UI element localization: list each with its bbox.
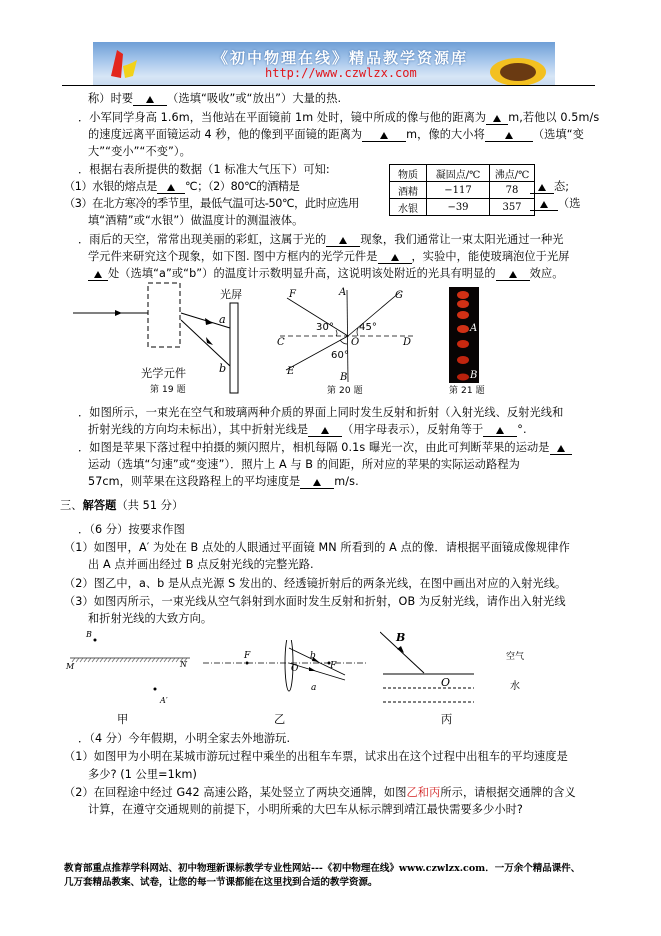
text: 称）时要 [88,92,134,105]
text: 现象，我们通常让一束太阳光通过一种光 [360,233,564,246]
label-air: 空气 [506,652,525,662]
arrow-icon [115,310,122,316]
text: ，实验中，能使玻璃泡位于光屏 [411,250,570,263]
answer-blank[interactable] [362,129,406,142]
table-header-row [390,165,535,182]
falling-apple-frames [449,287,479,383]
text-line: 填“酒精”或“水银”）做温度计的测温液体。 [88,214,304,227]
banner-url[interactable]: http://www.czwlzx.com [265,66,417,80]
footer-line: 教育部重点推荐学科网站、初中物理新课标教学专业性网站---《初中物理在线》www.czwlzx.com．一万余个精品课件、 [64,863,581,874]
arrow-icon [309,667,316,671]
text: m/s. [334,475,359,488]
text: m,若他以 0.5m/s [508,111,600,124]
banner-title: 《初中物理在线》精品教学资源库 [213,49,469,67]
question-drawing: ．（6 分）按要求作图 [78,523,185,536]
screen-label: 光屏 [220,288,243,301]
label-a: a [311,683,317,693]
section-title: 解答题 [82,499,117,512]
text-line [88,474,359,489]
text: （用字母表示），反射角等于 [342,423,484,436]
text-line: （3）如图丙所示，一束光线从空气斜射到水面时发生反射和折射，OB 为反射光线，请作出入射光线 [64,595,566,608]
section-score: （共 51 分） [116,499,184,512]
answer-blank[interactable] [485,129,533,142]
answer-blank[interactable] [486,112,508,125]
label-g: G [395,290,404,301]
text-line [88,422,527,437]
label-n: N [180,660,188,669]
table-header: 凝固点/℃ [427,165,490,182]
focus-left [246,662,249,665]
text: ℃；（2）80℃的酒精是 [185,180,300,193]
blank-marker-icon [391,254,399,261]
question-rainbow: ．雨后的天空，常常出现美丽的彩虹，这属于光的 现象，我们通常让一束太阳光通过一种光 [78,233,564,246]
highlighted-text: 乙和丙 [406,786,441,799]
label-b: b [310,651,316,661]
text-line: 计算，在遵守交通规则的前提下，小明所乘的大巴车从标示牌到靖江最快需要多少小时? [88,803,523,816]
blank-marker-icon [509,271,517,278]
angle-60: 60° [331,350,350,361]
table-cell: −117 [427,182,490,199]
section-heading [60,498,183,513]
label-a-prime: A′ [160,696,168,705]
text: 小军同学身高 1.6m，当他站在平面镜前 1m 处时，镜中所成的像与他的距离为 [89,111,487,124]
table-cell: 酒精 [390,182,427,199]
label-m: M [66,662,75,671]
label-a: a [219,313,226,326]
mirror-hatching [72,658,187,662]
table-cell: 78 [490,182,535,199]
table-header: 沸点/℃ [490,165,535,182]
text: 处（选填“a”或“b”）的温度计示数明显升高，这说明该处附近的光具有明显的 [108,267,496,280]
angle-arc [357,328,358,336]
optical-element-box [148,283,180,347]
arrow-icon [397,646,404,653]
blank-marker-icon [496,427,504,434]
table-header: 物质 [390,165,427,182]
question-apple: ．如图是苹果下落过程中拍摄的频闪照片，相机每隔 0.1s 曝光一次，由此可判断苹果的运动是 [78,440,572,455]
blank-marker-icon [339,237,347,244]
question-refraction: ．如图所示，一束光在空气和玻璃两种介质的界面上同时发生反射和折射（入射光线、反射光线和 [78,406,564,419]
label-b: B [396,631,406,644]
answer-blank[interactable] [308,424,342,437]
angle-45: 45° [359,322,378,333]
text: 的速度远离平面镜运动 4 秒，他的像到平面镜的距离为 [88,128,363,141]
arrow-icon [205,318,213,325]
text-line [88,249,570,264]
question-mirror: ．小军同学身高 1.6m，当他站在平面镜前 1m 处时，镜中所成的像与他的距离为 m,若他以 0.5m/s [78,111,600,124]
answer-blank[interactable] [300,476,334,489]
blank-marker-icon [321,427,329,434]
text: 雨后的天空，常常出现美丽的彩虹，这属于光的 [89,233,327,246]
answer-blank[interactable] [496,268,530,281]
text: 如图所示，一束光在空气和玻璃两种介质的界面上同时发生反射和折射（入射光线、反射光线和 [89,406,564,419]
blank-marker-icon [313,479,321,486]
site-banner [93,42,555,85]
label-o: O [291,664,299,674]
blank-marker-icon [94,271,102,278]
text-line: （3）在北方寒冷的季节里，最低气温可达-50℃，此时应选用 [64,197,359,210]
text: 根据右表所提供的数据（1 标准大气压下）可知: [89,163,330,176]
label-d: D [403,337,412,348]
label-f-left: F [244,651,251,661]
text: （选填“变 [532,128,584,141]
answer-blank[interactable] [550,442,572,455]
text: 效应。 [529,267,564,280]
blank-marker-icon [380,132,388,139]
text-line: 大”“变小”“不变”）。 [88,145,191,158]
text: °. [517,423,527,436]
text: 学元件来研究这个现象，如下图. 图中方框内的光学元件是 [88,250,378,263]
section-number: 三、 [60,499,83,512]
answer-blank[interactable] [326,234,360,247]
text: 如图是苹果下落过程中拍摄的频闪照片，相机每隔 0.1s 曝光一次，由此可判断苹果的运动是 [89,441,550,454]
blank-marker-icon [557,445,565,452]
angle-30: 30° [316,322,335,333]
text-line: （2）图乙中，a、b 是从点光源 S 发出的、经透镜折射后的两条光线，在图中画出对应的入射光线。 [64,577,567,590]
label-b: B [340,372,348,383]
point-a-prime [154,688,157,691]
figure-yi-lens [200,640,370,700]
text: （6 分）按要求作图 [89,523,185,536]
answer-blank[interactable] [133,93,167,106]
figure-caption: 丙 [441,713,453,726]
text [530,179,569,194]
label-b: B [86,630,92,639]
answer-blank[interactable] [483,424,517,437]
cz-logo-icon [103,46,143,82]
text: 折射光线的方向均未标出），其中折射光线是 [88,423,309,436]
blank-marker-icon [167,184,175,191]
figure-caption: 乙 [274,713,286,726]
table-cell: −39 [427,199,490,216]
label-water: 水 [510,681,521,692]
text: 57cm，则苹果在这段路程上的平均速度是 [88,475,301,488]
properties-table [389,164,535,216]
table-row [390,199,535,216]
sunflower-icon [488,50,550,85]
table-row [390,182,535,199]
label-e: E [287,366,295,377]
label-c: C [277,337,285,348]
figure-caption: 第 21 题 [449,386,485,396]
text-line: 运动（选填“匀速”或“变速”）．照片上 A 与 B 的间距，所对应的苹果的实际运动路程为 [88,458,520,471]
text-line [64,785,576,800]
point-b [94,639,97,642]
table-cell: 水银 [390,199,427,216]
blank-marker-icon [493,115,501,122]
angle-arc [340,340,347,344]
text-line-1 [88,91,341,106]
label-f: F [289,289,297,300]
figure-21-strobe-photo [449,287,479,383]
blank-marker-icon [146,96,154,103]
text: （1）水银的熔点是 [64,180,158,193]
table-cell: 357 [490,199,535,216]
text-line: 出 A 点并画出经过 B 点反射光线的完整光路. [88,558,314,571]
text-line: （1）如图甲为小明在某城市游玩过程中乘坐的出租车车票，试求出在这个过程中出租车的平均速度是 [64,750,568,763]
answer-blank[interactable] [88,268,108,281]
text: 态; [554,180,570,193]
answer-blank[interactable] [157,181,185,194]
figure-bing-water-surface [380,628,550,708]
text: （4 分）今年假期，小明全家去外地游玩. [89,732,291,745]
blank-marker-icon [538,184,546,191]
blank-marker-icon [505,132,513,139]
text: m，像的大小将 [406,128,485,141]
text-line [88,266,564,281]
header-rule [62,85,595,86]
text: （选 [558,197,581,210]
text: （2）在回程途中经过 G42 高速公路，某处竖立了两块交通牌，如图 [64,786,407,799]
text-line: 多少? (1 公里=1km) [88,768,197,781]
angle-arc [336,330,337,336]
optical-element-label: 光学元件 [141,367,187,380]
label-f-right: F [330,661,337,671]
answer-blank[interactable] [378,251,412,264]
blank-marker-icon [540,201,548,208]
text-line [88,127,584,142]
text-line [64,179,299,194]
figure-caption: 甲 [117,713,129,726]
label-o: O [351,337,360,348]
label-a: A [339,287,347,298]
text-line: （1）如图甲，A′ 为处在 B 点处的人眼通过平面镜 MN 所看到的 A 点的像．请根据平面镜成像规律作 [64,541,570,554]
label-b: B [470,370,478,381]
figure-caption: 第 20 题 [327,386,363,396]
question-table: ．根据右表所提供的数据（1 标准大气压下）可知: [78,163,330,176]
text: 所示，请根据交通牌的含义 [440,786,576,799]
text-line: 和折射光线的大致方向。 [88,612,213,625]
text [530,196,581,211]
figure-caption: 第 19 题 [150,385,186,395]
footer-line: 几万套精品教案、试卷，让您的每一节课都能在这里找到合适的教学资源。 [64,877,378,888]
label-a: A [470,323,478,334]
label-b: b [219,362,227,375]
figure-jia-mirror [60,627,200,707]
light-screen [230,303,238,393]
question-trip: ．（4 分）今年假期，小明全家去外地游玩. [78,732,291,745]
label-o: O [441,676,451,689]
text: （选填“吸收”或“放出”）大量的热. [167,92,342,105]
